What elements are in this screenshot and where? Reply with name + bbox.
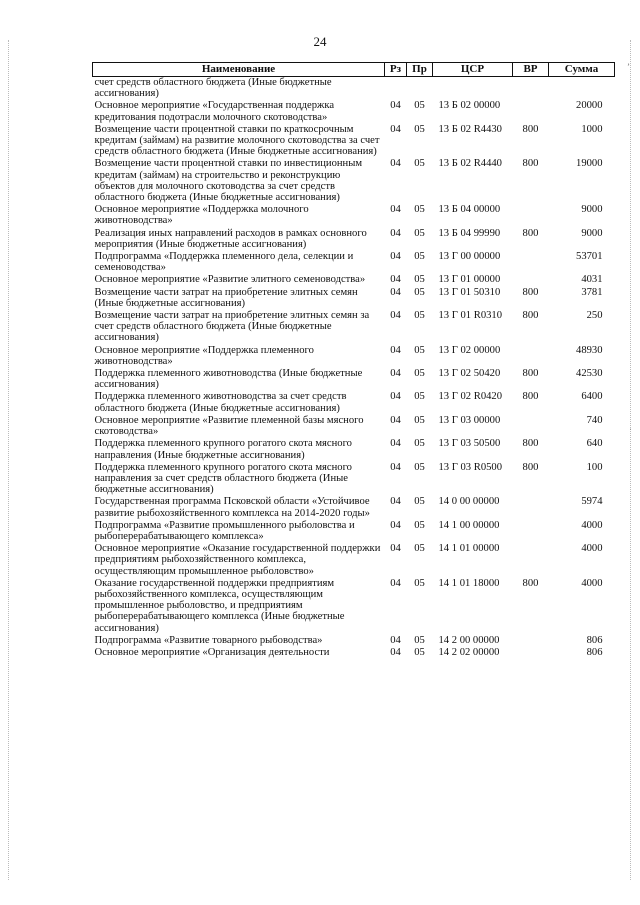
cell-name: Реализация иных направлений расходов в рамках основного мероприятия (Иные бюджетные ассигнования) <box>94 227 367 250</box>
cell-vr: 800 <box>522 123 539 135</box>
table-row <box>93 274 615 286</box>
table-row <box>93 100 615 123</box>
table-row <box>93 124 615 159</box>
cell-vr <box>513 204 549 227</box>
cell-rz: 04 <box>390 100 401 112</box>
cell-rz: 04 <box>390 414 401 426</box>
table-row <box>93 287 615 310</box>
cell-rz: 04 <box>390 123 401 135</box>
cell-csr: 13 Г 03 00000 <box>438 414 501 426</box>
cell-vr <box>513 496 549 519</box>
table-row <box>93 310 615 345</box>
cell-sum: 53701 <box>576 251 603 263</box>
cell-vr: 800 <box>522 286 539 298</box>
cell-vr: 800 <box>522 461 539 473</box>
table-row <box>93 228 615 251</box>
cell-rz: 04 <box>390 646 401 658</box>
cell-sum: 806 <box>586 634 603 646</box>
cell-name: Поддержка племенного крупного рогатого скота мясного направления (Иные бюджетные ассигнования) <box>94 438 352 461</box>
table-row <box>93 462 615 497</box>
cell-pr: 05 <box>414 286 425 298</box>
cell-csr: 13 Г 01 50310 <box>438 286 501 298</box>
table-row <box>93 391 615 414</box>
cell-vr: 800 <box>522 577 539 589</box>
cell-name: Основное мероприятие «Оказание государственной поддержки предприятиям рыбохозяйственного комплекса, осуществляющим промышленное рыболовство» <box>94 543 381 577</box>
cell-rz: 04 <box>390 251 401 263</box>
cell-csr: 13 Г 02 R0420 <box>438 391 503 403</box>
cell-sum: 42530 <box>576 368 603 380</box>
cell-csr: 13 Б 02 R4440 <box>438 158 502 170</box>
cell-sum: 48930 <box>576 344 603 356</box>
cell-vr <box>513 251 549 274</box>
cell-csr: 14 2 02 00000 <box>438 646 500 658</box>
cell-vr: 800 <box>522 438 539 450</box>
cell-vr <box>513 647 549 659</box>
cell-vr <box>513 77 549 101</box>
cell-pr: 05 <box>414 158 425 170</box>
cell-pr: 05 <box>414 496 425 508</box>
cell-name: Основное мероприятие «Поддержка племенного животноводства» <box>94 344 314 367</box>
cell-name: Поддержка племенного животноводства (Иные бюджетные ассигнования) <box>94 368 363 391</box>
left-margin-line <box>8 40 9 880</box>
cell-rz <box>385 77 407 101</box>
cell-pr: 05 <box>414 438 425 450</box>
cell-sum: 5974 <box>581 496 603 508</box>
table-row <box>93 578 615 635</box>
table-row <box>93 635 615 647</box>
header-sum: Сумма <box>549 63 615 77</box>
cell-csr: 13 Г 01 00000 <box>438 274 501 286</box>
cell-pr <box>407 77 433 101</box>
table-row <box>93 345 615 368</box>
cell-rz: 04 <box>390 391 401 403</box>
cell-name: Возмещение части затрат на приобретение элитных семян (Иные бюджетные ассигнования) <box>94 286 358 309</box>
cell-sum: 1000 <box>581 123 603 135</box>
cell-sum: 9000 <box>581 227 603 239</box>
cell-csr: 14 1 01 18000 <box>438 577 500 589</box>
cell-csr: 13 Г 03 50500 <box>438 438 501 450</box>
cell-csr: 13 Г 00 00000 <box>438 251 501 263</box>
cell-vr <box>513 274 549 286</box>
cell-name: Подпрограмма «Поддержка племенного дела, селекции и семеноводства» <box>94 251 354 274</box>
cell-sum <box>549 77 615 101</box>
cell-rz: 04 <box>390 286 401 298</box>
cell-vr: 800 <box>522 368 539 380</box>
cell-sum: 100 <box>586 461 603 473</box>
cell-pr: 05 <box>414 251 425 263</box>
cell-name: Подпрограмма «Развитие промышленного рыболовства и рыбоперерабатывающего комплекса» <box>94 519 355 542</box>
cell-pr: 05 <box>414 461 425 473</box>
cell-csr: 13 Г 01 R0310 <box>438 310 503 322</box>
cell-pr: 05 <box>414 391 425 403</box>
cell-rz: 04 <box>390 519 401 531</box>
cell-csr: 14 1 01 00000 <box>438 543 500 555</box>
table-row <box>93 77 615 101</box>
cell-rz: 04 <box>390 227 401 239</box>
cell-rz: 04 <box>390 634 401 646</box>
cell-rz: 04 <box>390 310 401 322</box>
cell-rz: 04 <box>390 204 401 216</box>
cell-vr <box>513 635 549 647</box>
table-row <box>93 496 615 519</box>
cell-rz: 04 <box>390 368 401 380</box>
cell-rz: 04 <box>390 496 401 508</box>
cell-sum: 250 <box>586 310 603 322</box>
cell-sum: 19000 <box>576 158 603 170</box>
cell-sum: 3781 <box>581 286 603 298</box>
header-name: Наименование <box>93 63 385 77</box>
cell-rz: 04 <box>390 274 401 286</box>
cell-vr: 800 <box>522 158 539 170</box>
cell-name: Оказание государственной поддержки предприятиям рыбохозяйственного комплекса, осуществляющим промышленное рыболовство, и предприятиям рыбоперерабатывающего комплекса (Иные бюджетные ассигнования) <box>94 577 345 634</box>
cell-sum: 4031 <box>581 274 603 286</box>
cell-sum: 740 <box>586 414 603 426</box>
cell-vr: 800 <box>522 310 539 322</box>
cell-sum: 640 <box>586 438 603 450</box>
cell-csr: 13 Г 03 R0500 <box>438 461 503 473</box>
cell-pr: 05 <box>414 204 425 216</box>
cell-sum: 4000 <box>581 519 603 531</box>
cell-vr: 800 <box>522 227 539 239</box>
scan-mark: ʼ <box>627 62 630 72</box>
header-rz: Рз <box>385 63 407 77</box>
cell-pr: 05 <box>414 646 425 658</box>
cell-name: Поддержка племенного крупного рогатого скота мясного направления за счет средств областного бюджета (Иные бюджетные ассигнования) <box>94 461 352 496</box>
header-vr: ВР <box>513 63 549 77</box>
cell-sum: 9000 <box>581 204 603 216</box>
table-row <box>93 520 615 543</box>
cell-rz: 04 <box>390 344 401 356</box>
cell-name: Основное мероприятие «Государственная поддержка кредитования подотрасли молочного скотоводства» <box>94 100 335 123</box>
cell-pr: 05 <box>414 414 425 426</box>
cell-pr: 05 <box>414 519 425 531</box>
cell-name: счет средств областного бюджета (Иные бюджетные ассигнования) <box>94 77 332 100</box>
cell-rz: 04 <box>390 158 401 170</box>
cell-pr: 05 <box>414 543 425 555</box>
cell-csr: 13 Г 02 50420 <box>438 368 501 380</box>
table-row <box>93 251 615 274</box>
cell-rz: 04 <box>390 461 401 473</box>
cell-rz: 04 <box>390 438 401 450</box>
table-row <box>93 204 615 227</box>
table-row <box>93 438 615 461</box>
cell-vr <box>513 415 549 438</box>
cell-name: Основное мероприятие «Развитие племенной базы мясного скотоводства» <box>94 414 364 438</box>
cell-csr: 13 Г 02 00000 <box>438 344 501 356</box>
cell-name: Основное мероприятие «Поддержка молочного животноводства» <box>94 204 309 227</box>
cell-vr <box>513 100 549 123</box>
cell-vr <box>513 520 549 543</box>
cell-sum: 20000 <box>576 100 603 112</box>
table-row <box>93 415 615 438</box>
cell-csr: 14 2 00 00000 <box>438 634 500 646</box>
page-number: 24 <box>313 34 327 49</box>
header-csr: ЦСР <box>433 63 513 77</box>
table-row <box>93 158 615 204</box>
cell-csr: 13 Б 02 R4430 <box>438 123 502 135</box>
cell-pr: 05 <box>414 274 425 286</box>
table-body <box>93 77 615 660</box>
cell-csr: 13 Б 02 00000 <box>438 100 501 112</box>
cell-csr: 14 1 00 00000 <box>438 519 500 531</box>
cell-name: Поддержка племенного животноводства за счет средств областного бюджета (Иные бюджетные ассигнования) <box>94 391 347 414</box>
scan-mark: ˌ <box>629 420 632 430</box>
cell-name: Возмещение части затрат на приобретение элитных семян за счет средств областного бюджета (Иные бюджетные ассигнования) <box>94 310 370 344</box>
cell-pr: 05 <box>414 100 425 112</box>
cell-sum: 4000 <box>581 543 603 555</box>
cell-name: Подпрограмма «Развитие товарного рыбоводства» <box>94 634 323 646</box>
cell-sum: 806 <box>586 646 603 658</box>
cell-vr <box>513 543 549 578</box>
table-row <box>93 368 615 391</box>
cell-pr: 05 <box>414 123 425 135</box>
cell-pr: 05 <box>414 310 425 322</box>
cell-vr: 800 <box>522 391 539 403</box>
header-pr: Пр <box>407 63 433 77</box>
right-margin-line <box>630 40 631 880</box>
cell-name: Возмещение части процентной ставки по инвестиционным кредитам (займам) на строительство и реконструкцию объектов для молочного скотоводства за счет средств областного бюджета (Иные бюджетные ассигнования) <box>94 158 363 204</box>
table-row <box>93 647 615 659</box>
cell-name: Государственная программа Псковской области «Устойчивое развитие рыбохозяйственного комплекса на 2014-2020 годы» <box>94 496 370 519</box>
cell-sum: 6400 <box>581 391 603 403</box>
cell-vr <box>513 345 549 368</box>
cell-name: Основное мероприятие «Развитие элитного семеноводства» <box>94 274 366 286</box>
cell-csr: 13 Б 04 00000 <box>438 204 501 216</box>
cell-name: Основное мероприятие «Организация деятельности <box>94 646 330 658</box>
cell-rz: 04 <box>390 543 401 555</box>
cell-name: Возмещение части процентной ставки по краткосрочным кредитам (займам) на развитие молочного скотоводства за счет средств областного бюджета (Иные бюджетные ассигнования) <box>94 123 380 158</box>
budget-table <box>92 62 615 659</box>
cell-pr: 05 <box>414 577 425 589</box>
table-header-row <box>93 63 615 77</box>
cell-pr: 05 <box>414 634 425 646</box>
cell-rz: 04 <box>390 577 401 589</box>
cell-csr: 14 0 00 00000 <box>438 496 500 508</box>
cell-pr: 05 <box>414 227 425 239</box>
cell-csr: 13 Б 04 99990 <box>438 227 501 239</box>
cell-sum: 4000 <box>581 577 603 589</box>
cell-pr: 05 <box>414 344 425 356</box>
table-row <box>93 543 615 578</box>
cell-pr: 05 <box>414 368 425 380</box>
cell-csr <box>433 77 513 101</box>
